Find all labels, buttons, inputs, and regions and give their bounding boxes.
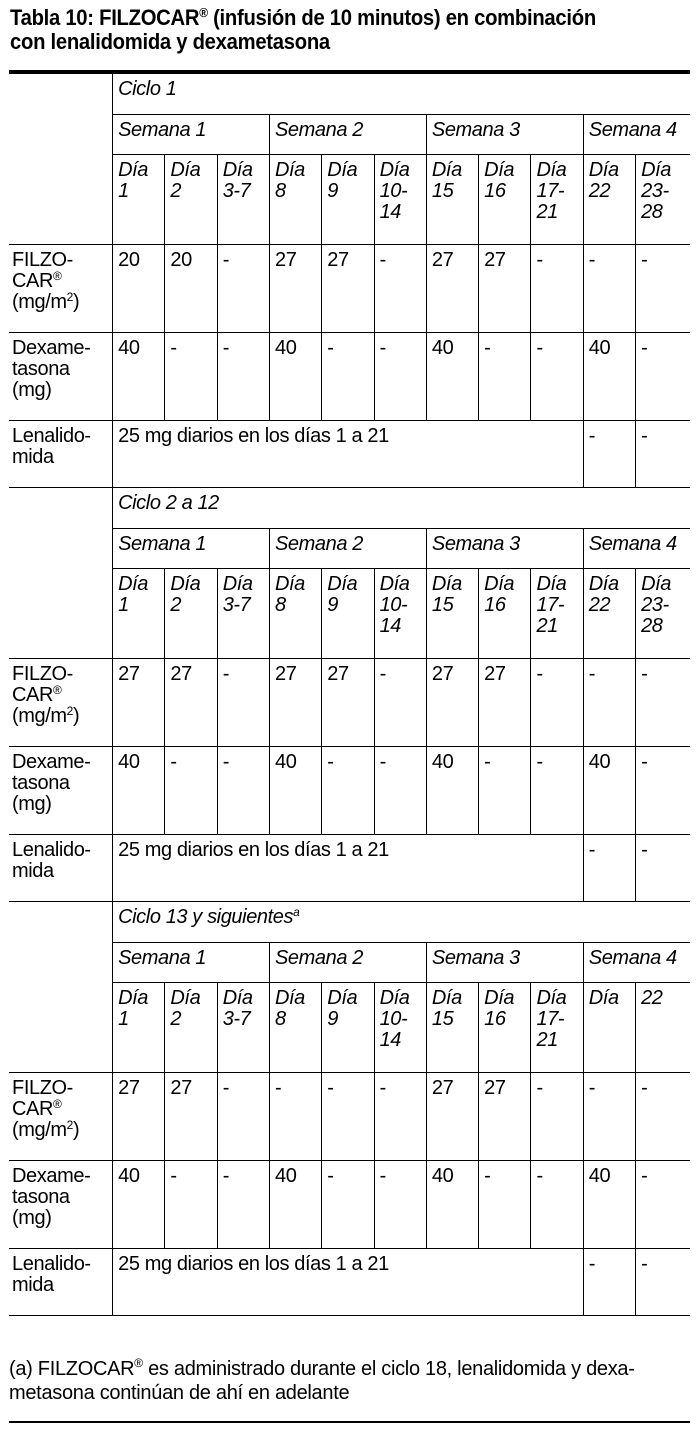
dose-cell: - [636,1161,690,1249]
dose-cell: - [374,333,426,421]
label-line: Lenalido- [12,839,91,861]
dose-cell: - [217,1161,269,1249]
label-line: Lenalido- [12,425,91,447]
cycle-footnote-marker: a [293,905,300,919]
dose-cell: - [322,747,374,835]
day-header: Día 17-21 [531,983,583,1073]
dose-cell: - [583,1073,635,1161]
dose-cell: - [636,659,690,747]
dose-cell: - [636,1073,690,1161]
dose-cell: - [583,659,635,747]
dose-cell: - [636,245,690,333]
dose-cell: 40 [426,1161,478,1249]
cycle-row [9,74,690,115]
cycle-label: Ciclo 13 y siguientes [118,906,294,928]
dose-cell: - [165,747,217,835]
registered-mark: ® [53,683,62,697]
cycle-row [9,488,690,529]
day-header: Día 23-28 [636,569,690,659]
lenalidomida-row [9,1249,690,1316]
week-header: Semana 3 [426,943,583,983]
dose-cell: - [531,245,583,333]
dose-cell: 27 [479,659,531,747]
dose-cell: - [217,1073,269,1161]
dose-cell: - [374,1073,426,1161]
dose-cell: 27 [322,659,374,747]
filzocar-row [9,659,690,747]
dose-cell: - [531,659,583,747]
label-line: (mg/m [12,705,67,727]
dose-cell: 40 [426,333,478,421]
cycle-label: Ciclo 1 [118,78,177,100]
day-header: Día 16 [479,983,531,1073]
dose-cell: - [479,747,531,835]
dose-cell: 27 [426,659,478,747]
cycle-header [113,488,690,529]
day-header: Día 22 [583,569,635,659]
label-line: CAR [12,684,54,706]
row-label-filzocar [9,659,113,747]
dose-cell: - [374,245,426,333]
dose-cell: 20 [165,245,217,333]
label-line: Lenalido- [12,1253,91,1275]
row-label-lenalidomida [9,1249,113,1316]
label-line: FILZO- [12,1077,73,1099]
table-title: Tabla 10: FILZOCAR® (infusión de 10 minutos) en combinación con lenalidomida y dexametasona [10,5,596,54]
dose-cell: 27 [165,659,217,747]
week-header: Semana 2 [269,943,426,983]
superscript-2: 2 [66,1118,73,1132]
dose-cell: - [165,1161,217,1249]
dose-cell: - [322,1073,374,1161]
dose-cell: - [583,421,635,488]
dose-cell: - [636,747,690,835]
day-header: Día 1 [113,569,165,659]
dose-cell: - [374,659,426,747]
label-line: CAR [12,1098,54,1120]
label-line: ) [72,705,80,727]
week-header: Semana 1 [113,943,270,983]
dose-cell: 40 [583,747,635,835]
label-line: FILZO- [12,249,73,271]
dose-cell: - [165,333,217,421]
dose-cell: - [636,1249,690,1316]
registered-mark: ® [53,269,62,283]
dose-cell: 20 [113,245,165,333]
dose-cell: - [217,333,269,421]
day-header: Día 8 [269,569,321,659]
dose-cell: - [374,1161,426,1249]
day-header: Día 3-7 [217,569,269,659]
day-header: Día 2 [165,983,217,1073]
label-line: (mg) [12,379,52,401]
row-label-filzocar [9,1073,113,1161]
day-header: Día 16 [479,569,531,659]
dose-cell: 27 [479,1073,531,1161]
dose-cell: 40 [583,1161,635,1249]
label-line: (mg/m [12,291,67,313]
day-header: Día 15 [426,983,478,1073]
day-header: Día 9 [322,569,374,659]
bottom-rule [9,1421,690,1423]
day-header: Día 3-7 [217,155,269,245]
day-header: Día 2 [165,569,217,659]
dose-cell: 27 [322,245,374,333]
cycle-header [113,902,690,943]
label-line: tasona [12,772,70,794]
week-header: Semana 4 [583,529,690,569]
dose-cell: - [636,835,690,902]
dexametasona-row [9,747,690,835]
dose-cell: - [531,747,583,835]
dose-cell: - [636,333,690,421]
label-line: mida [12,1274,54,1296]
cycle-row [9,902,690,943]
label-line: Dexame- [12,751,91,773]
dose-cell: 40 [269,333,321,421]
dose-cell: - [269,1073,321,1161]
cycle-label: Ciclo 2 a 12 [118,492,219,514]
day-header: Día 17-21 [531,155,583,245]
label-line: ) [72,291,80,313]
lenalidomida-dose: 25 mg diarios en los días 1 a 21 [113,421,584,488]
dose-cell: - [636,421,690,488]
row-label-lenalidomida [9,835,113,902]
dose-cell: - [217,747,269,835]
day-header: Día 17-21 [531,569,583,659]
dose-cell: - [322,333,374,421]
row-label-dexametasona [9,1161,113,1249]
lenalidomida-dose: 25 mg diarios en los días 1 a 21 [113,1249,584,1316]
week-header: Semana 3 [426,115,583,155]
dose-cell: - [479,1161,531,1249]
lenalidomida-row [9,421,690,488]
label-line: (mg) [12,793,52,815]
row-label-lenalidomida [9,421,113,488]
registered-mark: ® [53,1097,62,1111]
dose-cell: 27 [113,1073,165,1161]
day-header: Día 9 [322,155,374,245]
lenalidomida-dose: 25 mg diarios en los días 1 a 21 [113,835,584,902]
dose-cell: - [217,659,269,747]
day-header: Día 9 [322,983,374,1073]
empty-label-cell [9,488,113,659]
dose-cell: 27 [426,245,478,333]
day-header: Día 10-14 [374,155,426,245]
filzocar-row [9,1073,690,1161]
label-line: Dexame- [12,337,91,359]
label-line: FILZO- [12,663,73,685]
dose-cell: - [583,835,635,902]
dose-cell: 40 [583,333,635,421]
dose-cell: - [531,333,583,421]
dose-cell: 40 [426,747,478,835]
dosing-table [9,73,690,1316]
label-line: (mg) [12,1207,52,1229]
day-header: Día 22 [583,155,635,245]
footnote: (a) FILZOCAR® es administrado durante el ciclo 18, lenalidomida y dexa- metasona continúan de ahí en adelante [9,1356,635,1404]
day-header: Día [583,983,635,1073]
dose-cell: 40 [269,747,321,835]
dose-cell: 40 [269,1161,321,1249]
row-label-dexametasona [9,747,113,835]
day-header: Día 15 [426,569,478,659]
dose-cell: 40 [113,1161,165,1249]
dose-cell: 27 [165,1073,217,1161]
label-line: CAR [12,270,54,292]
dose-cell: - [374,747,426,835]
dose-cell: - [479,333,531,421]
dose-cell: 40 [113,747,165,835]
day-header: Día 1 [113,983,165,1073]
day-header: Día 10-14 [374,983,426,1073]
dose-cell: - [583,245,635,333]
week-header: Semana 1 [113,529,270,569]
superscript-2: 2 [66,704,73,718]
filzocar-row [9,245,690,333]
day-header: Día 8 [269,983,321,1073]
day-header: 22 [636,983,690,1073]
day-header: Día 16 [479,155,531,245]
dose-cell: 27 [269,659,321,747]
week-header: Semana 2 [269,115,426,155]
lenalidomida-row [9,835,690,902]
empty-label-cell [9,74,113,245]
label-line: mida [12,446,54,468]
week-header: Semana 4 [583,115,690,155]
day-header: Día 23-28 [636,155,690,245]
dose-cell: - [583,1249,635,1316]
day-header: Día 3-7 [217,983,269,1073]
cycle-header [113,74,690,115]
dose-cell: 27 [479,245,531,333]
dose-cell: 40 [113,333,165,421]
dose-cell: - [531,1073,583,1161]
dose-cell: 27 [269,245,321,333]
dexametasona-row [9,1161,690,1249]
week-header: Semana 3 [426,529,583,569]
dose-cell: 27 [113,659,165,747]
label-line: ) [72,1119,80,1141]
day-header: Día 2 [165,155,217,245]
label-line: tasona [12,358,70,380]
label-line: Dexame- [12,1165,91,1187]
label-line: tasona [12,1186,70,1208]
row-label-filzocar [9,245,113,333]
superscript-2: 2 [66,290,73,304]
day-header: Día 10-14 [374,569,426,659]
dexametasona-row [9,333,690,421]
day-header: Día 8 [269,155,321,245]
dose-cell: - [531,1161,583,1249]
week-header: Semana 1 [113,115,270,155]
dose-cell: - [217,245,269,333]
week-header: Semana 4 [583,943,690,983]
label-line: mida [12,860,54,882]
label-line: (mg/m [12,1119,67,1141]
day-header: Día 1 [113,155,165,245]
day-header: Día 15 [426,155,478,245]
dose-cell: 27 [426,1073,478,1161]
dose-cell: - [322,1161,374,1249]
row-label-dexametasona [9,333,113,421]
empty-label-cell [9,902,113,1073]
week-header: Semana 2 [269,529,426,569]
